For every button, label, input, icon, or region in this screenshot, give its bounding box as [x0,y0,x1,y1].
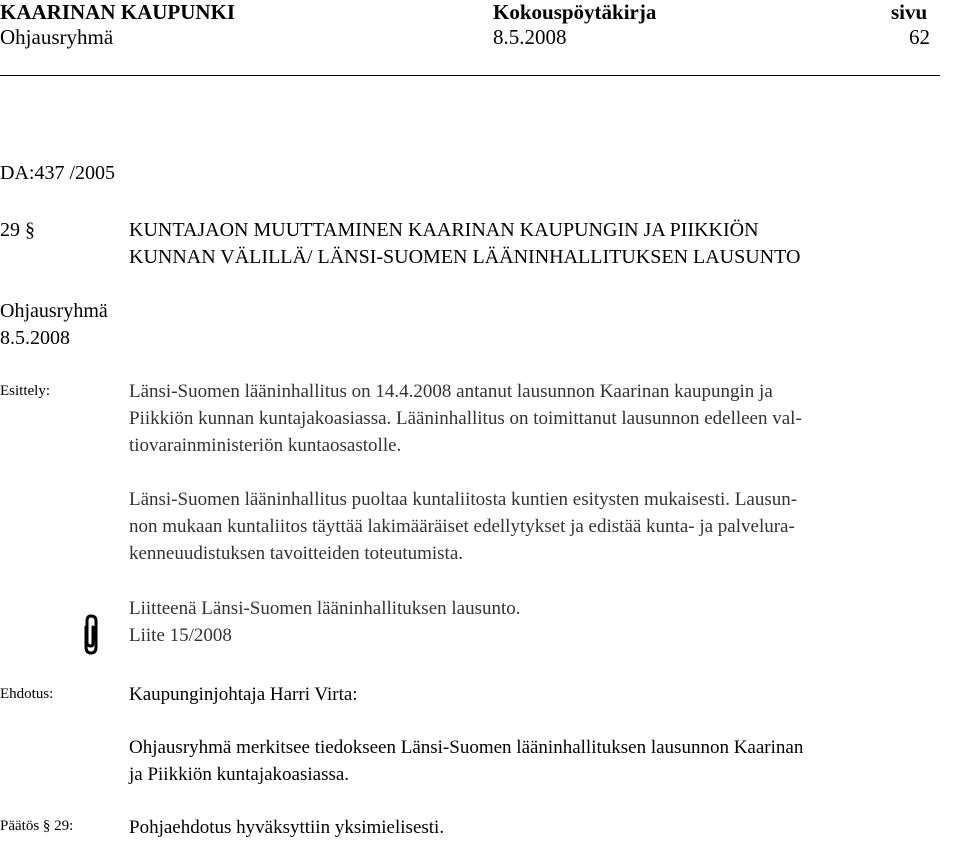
diary-number: DA:437 /2005 [0,162,115,184]
proposal-label: Ehdotus: [0,686,54,702]
proposer [129,681,955,708]
proposal-text [129,734,955,788]
decision-text: Pohjaehdotus hyväksyttiin yksimielisesti. [129,817,445,838]
decision-number: 29: [54,818,74,834]
decision-label-text: Päätös [0,818,40,834]
proposal-line: Ohjausryhmä merkitsee tiedokseen Länsi-Suomen lääninhallituksen lausunnon Kaarinan [129,737,804,758]
section-number-value: 29 [0,219,20,241]
decision-label [0,818,73,835]
header-doc-type: Kokouspöytäkirja [493,0,657,24]
attachment-note: Liitteenä Länsi-Suomen lääninhallituksen lausunto. [129,598,521,619]
header-page-label: sivu [891,0,928,24]
header-org: KAARINAN KAUPUNKI [0,0,236,24]
decision-section-sign: § [42,818,51,834]
attachment-block [129,595,955,649]
section-title [129,217,800,271]
section-title-line: KUNNAN VÄLILLÄ/ LÄNSI-SUOMEN LÄÄNINHALLITUKSEN LAUSUNTO [129,246,801,268]
attachment-id: Liite 15/2008 [129,625,232,646]
proposal-line: ja Piikkiön kuntajakoasiassa. [129,764,350,785]
presentation-label: Esittely: [0,383,50,399]
presentation-paragraph-1 [129,378,955,459]
paragraph-line: Länsi-Suomen lääninhallitus puoltaa kuntaliitosta kuntien esitysten mukaisesti. Lausun- [129,489,798,510]
paragraph-line: tiovarainministeriön kuntaosastolle. [129,435,402,456]
header-group: Ohjausryhmä [0,25,114,49]
section-sign: § [25,219,35,241]
header-date: 8.5.2008 [493,25,567,49]
paperclip-icon[interactable] [80,613,102,655]
section-title-line: KUNTAJAON MUUTTAMINEN KAARINAN KAUPUNGIN JA PIIKKIÖN [129,219,759,241]
meeting-body: Ohjausryhmä [0,300,108,322]
header-page-number: 62 [909,25,930,49]
proposer-name: Kaupunginjohtaja Harri Virta: [129,684,358,705]
paragraph-line: Länsi-Suomen lääninhallitus on 14.4.2008 antanut lausunnon Kaarinan kaupungin ja [129,381,773,402]
paragraph-line: kenneuudistuksen tavoitteiden toteutumista. [129,543,464,564]
decision-text-block [129,814,955,841]
section-number [0,217,35,244]
paragraph-line: Piikkiön kunnan kuntajakoasiassa. Lääninhallitus on toimittanut lausunnon edelleen val- [129,408,802,429]
header-divider [0,75,940,76]
presentation-paragraph-2 [129,486,955,567]
paragraph-line: non mukaan kuntaliitos täyttää lakimääräiset edellytykset ja edistää kunta- ja palvelura- [129,516,795,537]
meeting-date: 8.5.2008 [0,327,70,349]
